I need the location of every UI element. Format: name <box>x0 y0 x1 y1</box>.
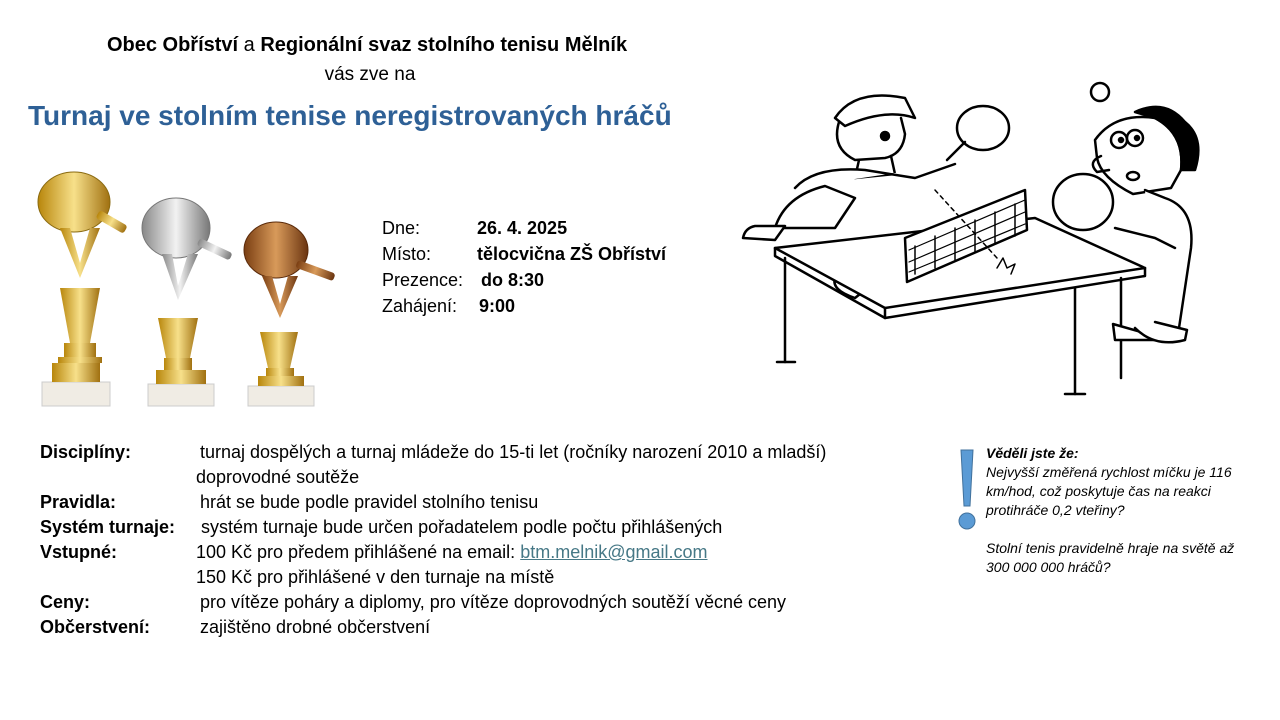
email-link[interactable]: btm.melnik@gmail.com <box>520 542 708 562</box>
disciplines-line2: doprovodné soutěže <box>196 467 360 487</box>
header-invite: vás zve na <box>324 64 416 85</box>
rules-value: hrát se bude podle pravidel stolního tenisu <box>200 492 539 512</box>
facts-heading: Věděli jste že: <box>986 445 1079 461</box>
fact-2: Stolní tenis pravidelně hraje na světě až 300 000 000 hráčů? <box>986 540 1235 575</box>
event-date-label: Dne: <box>382 218 421 238</box>
table-tennis-players-illustration <box>735 78 1250 398</box>
system-value: systém turnaje bude určen pořadatelem podle počtu přihlášených <box>201 517 723 537</box>
did-you-know-box <box>986 444 1256 577</box>
bronze-trophy <box>244 222 336 406</box>
trophies-illustration <box>30 168 350 412</box>
fee-label: Vstupné: <box>40 542 118 562</box>
header-organizers <box>0 34 734 57</box>
organizer-1: Obec Obříství <box>106 34 239 56</box>
fee-line1 <box>196 540 708 565</box>
page-title: Turnaj ve stolním tenise neregistrovaných hráčů <box>28 100 672 131</box>
event-place-label: Místo: <box>382 244 432 264</box>
rules-label: Pravidla: <box>40 492 117 512</box>
organizer-2: Regionální svaz stolního tenisu Mělník <box>260 34 628 56</box>
disciplines-line1: turnaj dospělých a turnaj mládeže do 15-ti let (ročníky narození 2010 a mladší) <box>200 442 827 462</box>
fee-line2: 150 Kč pro přihlášené v den turnaje na místě <box>196 567 555 587</box>
gold-trophy <box>38 172 128 406</box>
event-presence-label: Prezence: <box>382 270 464 290</box>
silver-trophy <box>142 198 233 406</box>
event-presence-value: do 8:30 <box>481 270 545 290</box>
organizer-connector: a <box>243 34 255 56</box>
prizes-label: Ceny: <box>40 592 91 612</box>
system-label: Systém turnaje: <box>40 517 176 537</box>
disciplines-label: Disciplíny: <box>40 442 132 462</box>
event-place-value: tělocvična ZŠ Obříství <box>477 244 667 264</box>
event-start-label: Zahájení: <box>382 296 458 316</box>
event-start-value: 9:00 <box>479 296 516 316</box>
event-date-value: 26. 4. 2025 <box>477 218 568 238</box>
fee-line1-text: 100 Kč pro předem přihlášené na email: <box>196 542 516 562</box>
refreshments-label: Občerstvení: <box>40 617 151 637</box>
fact-1: Nejvyšší změřená rychlost míčku je 116 km/hod, což poskytuje čas na reakci protihráče 0,2 vteřiny? <box>986 464 1232 518</box>
refreshments-value: zajištěno drobné občerstvení <box>200 617 431 637</box>
exclamation-icon <box>955 446 979 532</box>
prizes-value: pro vítěze poháry a diplomy, pro vítěze doprovodných soutěží věcné ceny <box>200 592 786 612</box>
